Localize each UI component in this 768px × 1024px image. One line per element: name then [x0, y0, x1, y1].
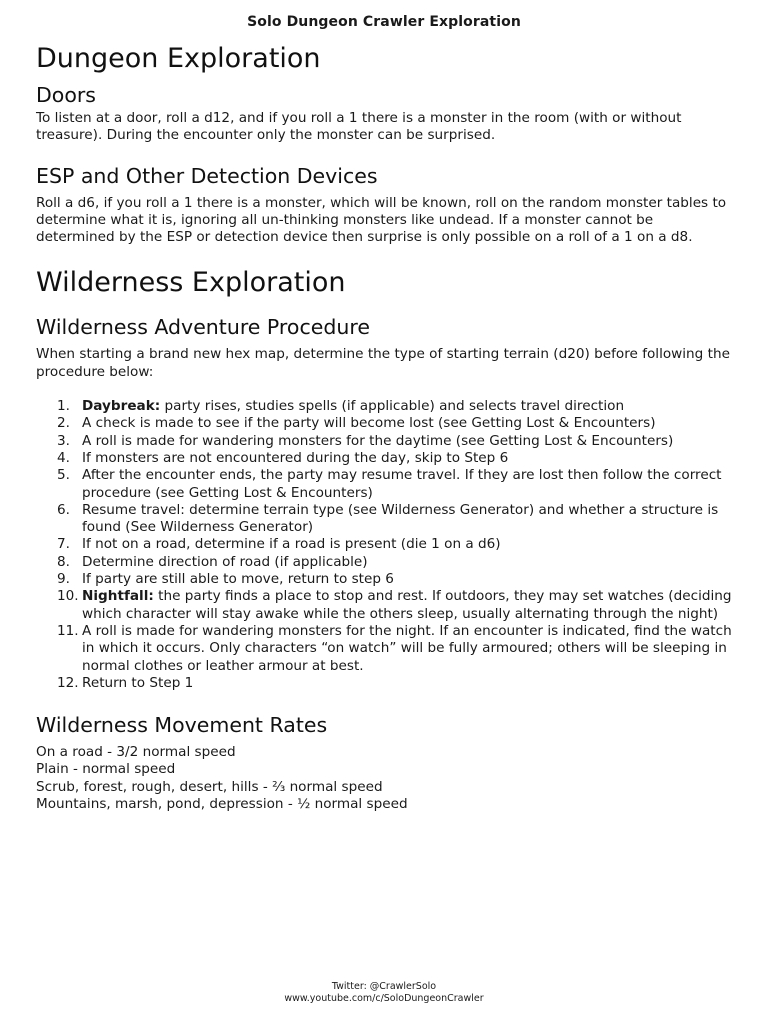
footer-youtube: www.youtube.com/c/SoloDungeonCrawler: [284, 993, 484, 1004]
list-item: [36, 536, 736, 553]
list-number: 9.: [57, 571, 70, 588]
list-number: 4.: [57, 449, 70, 466]
paragraph-esp: Roll a d6, if you roll a 1 there is a monster, which will be known, roll on the random monster tables to determine what it is, ignoring all un-thinking monsters like undead. If a monster cannot be determined by the ESP or detection device then surprise is only possible on a roll of a 1 on a d8.: [36, 194, 727, 246]
list-item: [36, 415, 736, 432]
list-number: 8.: [57, 553, 70, 570]
list-item-text: If monsters are not encountered during the day, skip to Step 6: [82, 449, 509, 466]
movement-rate-line: On a road - 3/2 normal speed: [36, 744, 236, 761]
list-item-text: A check is made to see if the party will become lost (see Getting Lost & Encounters): [82, 415, 656, 432]
list-item-lead: Daybreak:: [82, 398, 161, 415]
list-item: [36, 398, 736, 415]
list-item-text: Determine direction of road (if applicable): [82, 553, 368, 570]
heading-procedure: Wilderness Adventure Procedure: [36, 315, 370, 340]
list-item: [36, 571, 736, 588]
list-number: 10.: [57, 588, 79, 605]
list-item: [36, 467, 736, 502]
list-number: 12.: [57, 674, 79, 691]
paragraph-doors: To listen at a door, roll a d12, and if you roll a 1 there is a monster in the room (with or without treasure). During the encounter only the monster can be surprised.: [36, 110, 682, 144]
list-item: [36, 588, 736, 623]
list-item-text: the party finds a place to stop and rest. If outdoors, they may set watches (deciding which character will stay awake while the others sleep, usually alternating through the night): [82, 588, 732, 622]
list-item: [36, 450, 736, 467]
list-number: 5.: [57, 467, 70, 484]
movement-rates-list: [36, 744, 736, 813]
footer-twitter: Twitter: @CrawlerSolo: [331, 981, 437, 992]
content: [36, 42, 736, 813]
list-number: 3.: [57, 432, 70, 449]
list-item-text: If not on a road, determine if a road is present (die 1 on a d6): [82, 536, 501, 553]
list-item-lead: Nightfall:: [82, 588, 154, 605]
list-number: 2.: [57, 415, 70, 432]
list-item-text: party rises, studies spells (if applicable) and selects travel direction: [160, 398, 625, 415]
movement-rate-line: Mountains, marsh, pond, depression - ½ normal speed: [36, 796, 408, 813]
movement-rate-line: Scrub, forest, rough, desert, hills - ⅔ normal speed: [36, 778, 383, 795]
list-item: [36, 502, 736, 537]
list-item-text: A roll is made for wandering monsters for the night. If an encounter is indicated, find the watch in which it occurs. Only characters “on watch” will be fully armoured; others will be sleeping in normal clothes or leather armour at best.: [82, 622, 732, 674]
list-item-text: After the encounter ends, the party may resume travel. If they are lost then follow the correct procedure (see Getting Lost & Encounters): [82, 467, 722, 501]
list-item: [36, 433, 736, 450]
section-title-wilderness: Wilderness Exploration: [36, 267, 346, 299]
list-number: 7.: [57, 536, 70, 553]
list-item-text: If party are still able to move, return to step 6: [82, 571, 394, 588]
heading-esp: ESP and Other Detection Devices: [36, 163, 378, 188]
page-footer: [0, 981, 768, 1005]
list-item-text: A roll is made for wandering monsters for the daytime (see Getting Lost & Encounters): [82, 432, 674, 449]
list-item: [36, 554, 736, 571]
list-item: [36, 623, 736, 675]
list-number: 6.: [57, 501, 70, 518]
list-item-text: Resume travel: determine terrain type (see Wilderness Generator) and whether a structure is found (See Wilderness Generator): [82, 501, 719, 536]
running-header: Solo Dungeon Crawler Exploration: [247, 14, 521, 30]
list-item-text: Return to Step 1: [82, 674, 194, 691]
heading-movement-rates: Wilderness Movement Rates: [36, 713, 328, 738]
list-number: 1.: [57, 398, 70, 415]
list-number: 11.: [57, 622, 79, 639]
heading-doors: Doors: [36, 83, 96, 107]
list-item: [36, 675, 736, 692]
procedure-list: [36, 398, 736, 692]
section-title-dungeon: Dungeon Exploration: [36, 43, 321, 74]
paragraph-procedure-intro: When starting a brand new hex map, determine the type of starting terrain (d20) before following the procedure below:: [36, 346, 730, 380]
movement-rate-line: Plain - normal speed: [36, 761, 176, 778]
